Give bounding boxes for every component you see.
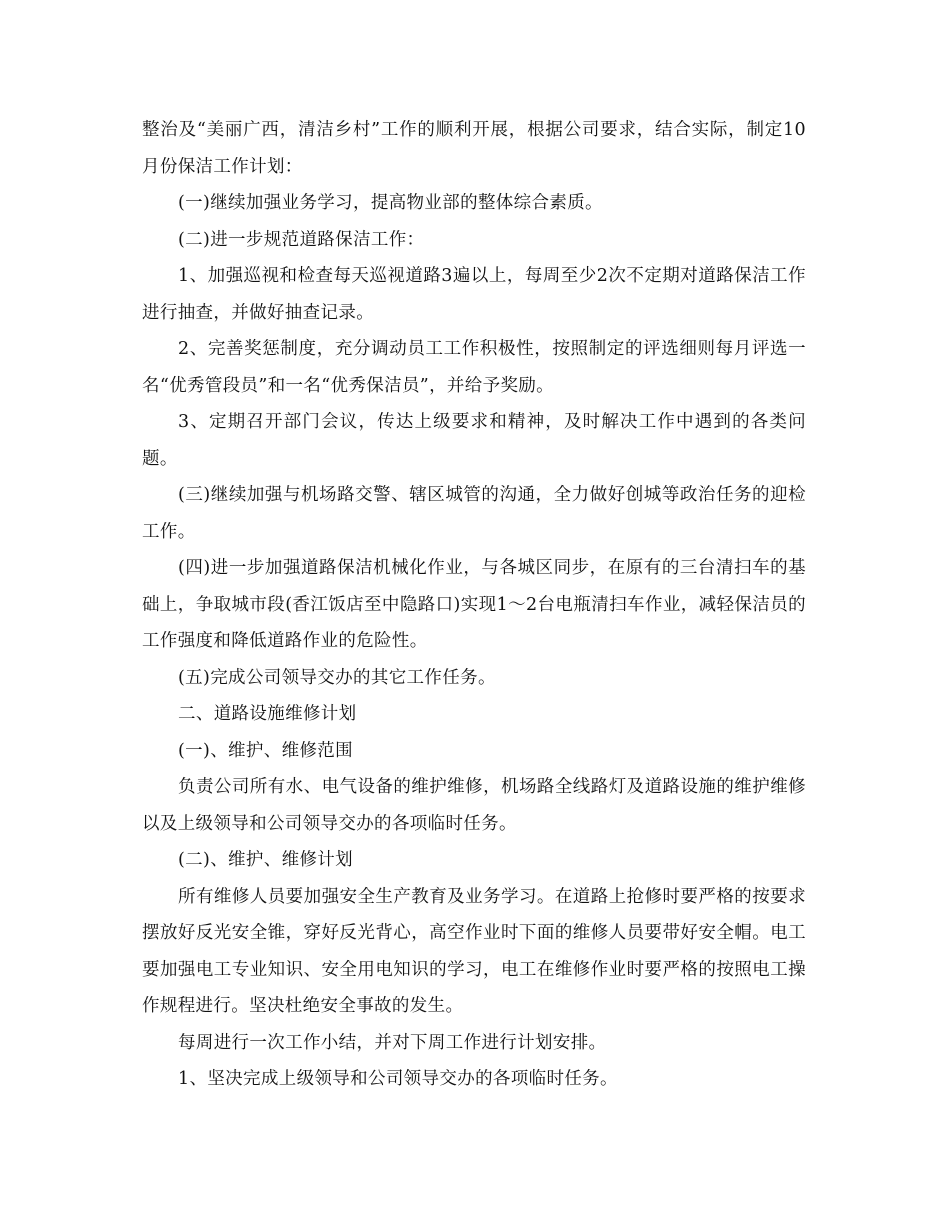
paragraph: (二)进一步规范道路保洁工作： [178,229,425,250]
paragraph: 所有维修人员要加强安全生产教育及业务学习。在道路上抢修时要严格的按要求摆放好反光安全锥，穿好反光背心，高空作业时下面的维修人员要带好安全帽。电工要加强电工专业知识、安全用电知识的学习，电工在维修作业时要严格的按照电工操作规程进行。坚决杜绝安全事故的发生。 [142,886,806,1016]
section-heading: 二、道路设施维修计划 [178,704,357,724]
paragraph: (三)继续加强与机场路交警、辖区城管的沟通，全力做好创城等政治任务的迎检工作。 [142,485,806,542]
paragraph: 1、坚决完成上级领导和公司领导交办的各项临时任务。 [178,1069,618,1089]
paragraph: (四)进一步加强道路保洁机械化作业，与各城区同步，在原有的三台清扫车的基础上，争取城市段(香江饭店至中隐路口)实现1～2台电瓶清扫车作业，减轻保洁员的工作强度和降低道路作业的危险性。 [142,558,806,651]
paragraph: 2、完善奖惩制度，充分调动员工工作积极性，按照制定的评选细则每月评选一名“优秀管段员”和一名“优秀保洁员”，并给予奖励。 [142,339,806,396]
subsection-heading: (二)、维护、维修计划 [178,850,354,870]
paragraph: 整治及“美丽广西，清洁乡村”工作的顺利开展，根据公司要求，结合实际，制定10月份保洁工作计划： [142,120,806,177]
paragraph: 3、定期召开部门会议，传达上级要求和精神，及时解决工作中遇到的各类问题。 [142,412,806,469]
subsection-heading: (一)、维护、维修范围 [178,740,354,761]
paragraph: 负责公司所有水、电气设备的维护维修，机场路全线路灯及道路设施的维护维修以及上级领导和公司领导交办的各项临时任务。 [142,777,806,834]
document-body [142,112,806,1098]
paragraph: (一)继续加强业务学习，提高物业部的整体综合素质。 [178,193,603,213]
paragraph: 1、加强巡视和检查每天巡视道路3遍以上，每周至少2次不定期对道路保洁工作进行抽查，并做好抽查记录。 [142,266,806,323]
paragraph: 每周进行一次工作小结，并对下周工作进行计划安排。 [178,1032,607,1053]
paragraph: (五)完成公司领导交办的其它工作任务。 [178,667,496,688]
